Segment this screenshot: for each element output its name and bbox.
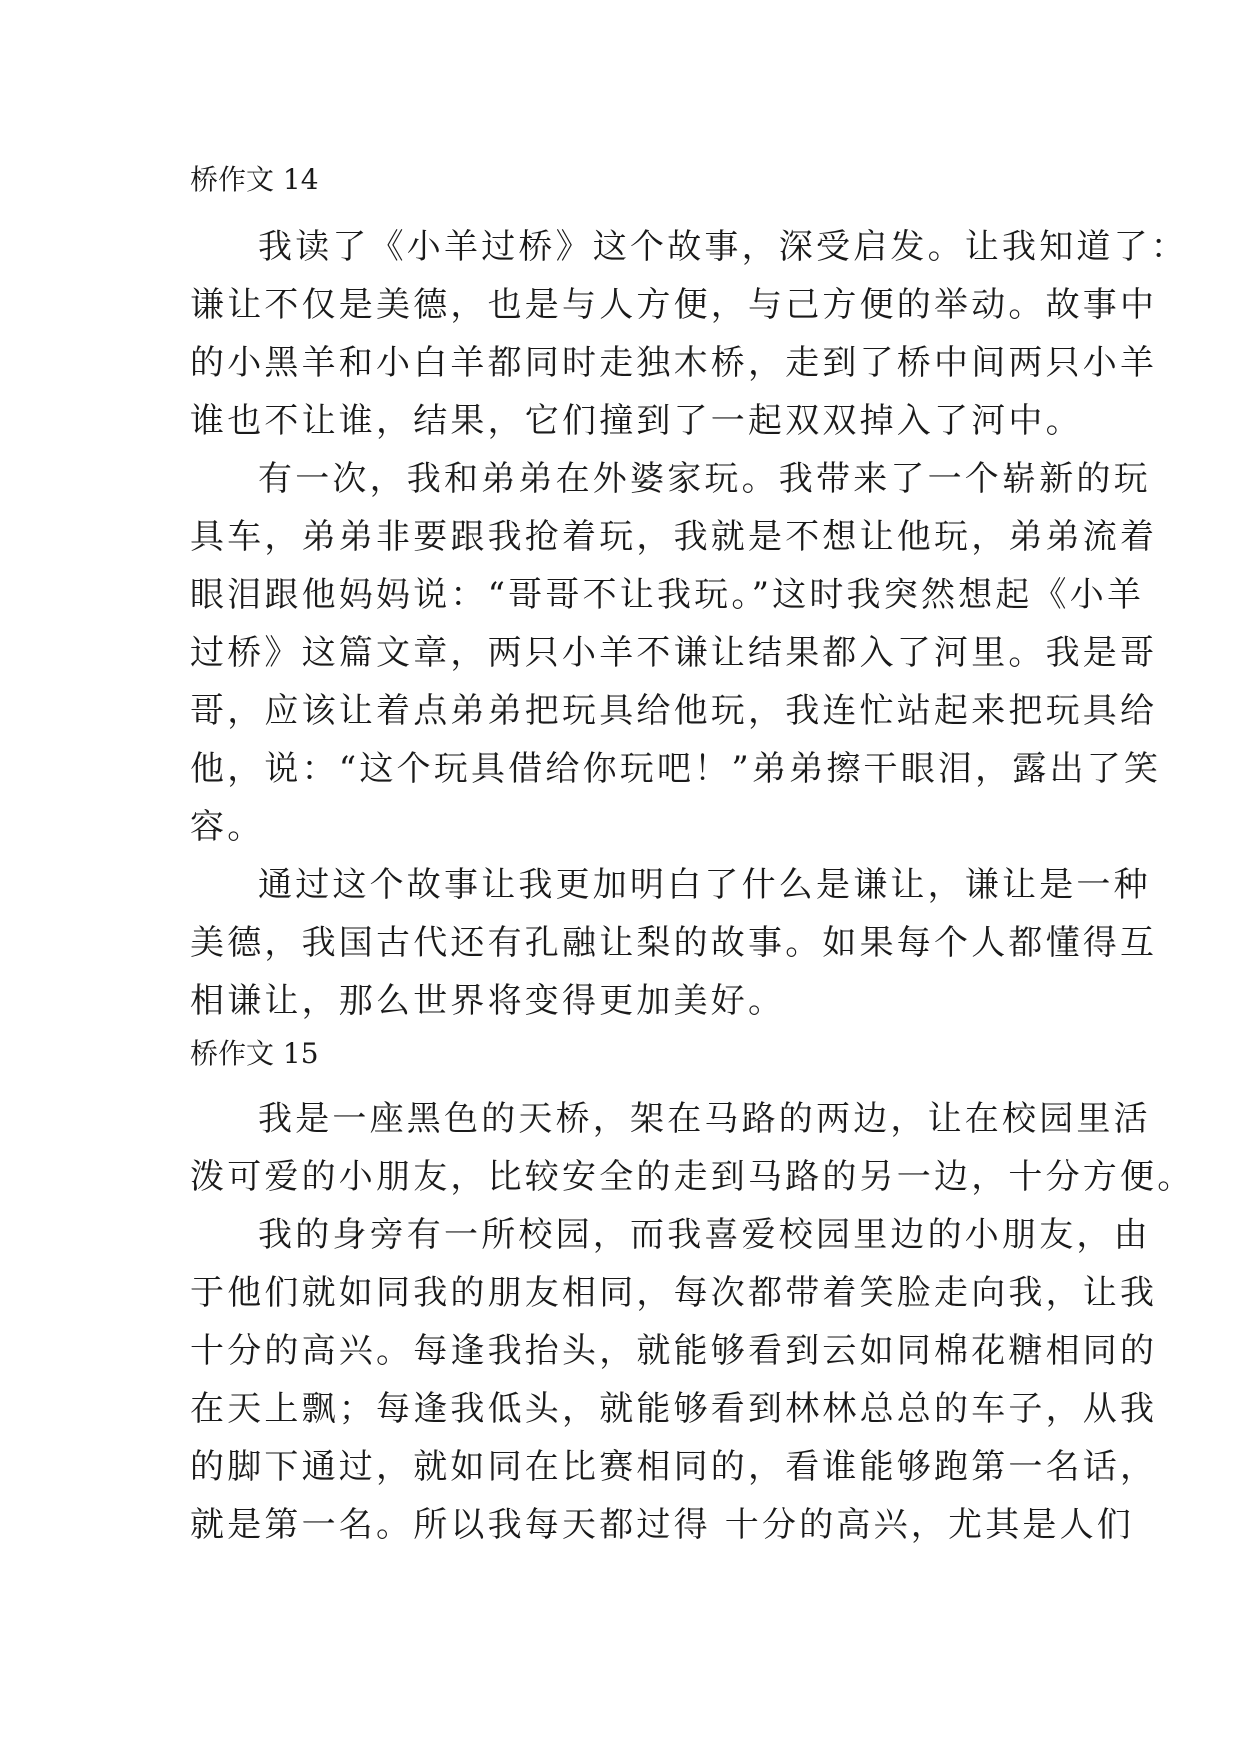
text-line: 有一次，我和弟弟在外婆家玩。我带来了一个崭新的玩 (258, 459, 1151, 499)
text-line: 我的身旁有一所校园，而我喜爱校园里边的小朋友，由 (258, 1215, 1151, 1255)
text-line: 十分的高兴。每逢我抬头，就能够看到云如同棉花糖相同的 (190, 1331, 1158, 1371)
text-line: 于他们就如同我的朋友相同，每次都带着笑脸走向我，让我 (190, 1273, 1158, 1313)
paragraph (190, 218, 1188, 450)
text-line: 谦让不仅是美德，也是与人方便，与己方便的举动。故事中 (190, 285, 1158, 325)
text-line: 他，说：“这个玩具借给你玩吧！”弟弟擦干眼泪，露出了笑 (190, 749, 1162, 789)
text-line: 容。 (190, 807, 265, 847)
paragraph (190, 1090, 1195, 1206)
paragraph (190, 856, 1158, 1030)
text-line: 相谦让，那么世界将变得更加美好。 (190, 981, 786, 1021)
paragraph (190, 1206, 1158, 1554)
text-line: 美德，我国古代还有孔融让梨的故事。如果每个人都懂得互 (190, 923, 1158, 963)
text-line: 眼泪跟他妈妈说：“哥哥不让我玩。”这时我突然想起《小羊 (190, 575, 1145, 615)
text-line: 通过这个故事让我更加明白了什么是谦让，谦让是一种 (258, 865, 1151, 905)
text-line: 的脚下通过，就如同在比赛相同的，看谁能够跑第一名话， (190, 1447, 1158, 1487)
section-title: 桥作文 15 (190, 1037, 319, 1070)
text-line: 在天上飘；每逢我低头，就能够看到林林总总的车子，从我 (190, 1389, 1158, 1429)
text-line: 就是第一名。所以我每天都过得 十分的高兴，尤其是人们 (190, 1505, 1135, 1545)
section-title: 桥作文 14 (190, 163, 319, 196)
document-page (190, 160, 1195, 1554)
text-line: 的小黑羊和小白羊都同时走独木桥，走到了桥中间两只小羊 (190, 343, 1158, 383)
text-line: 我是一座黑色的天桥，架在马路的两边，让在校园里活 (258, 1099, 1151, 1139)
text-line: 谁也不让谁，结果，它们撞到了一起双双掉入了河中。 (190, 401, 1083, 441)
paragraph (190, 450, 1162, 856)
text-line: 过桥》这篇文章，两只小羊不谦让结果都入了河里。我是哥 (190, 633, 1158, 673)
text-line: 我读了《小羊过桥》这个故事，深受启发。让我知道了： (258, 227, 1188, 267)
text-line: 泼可爱的小朋友，比较安全的走到马路的另一边，十分方便。 (190, 1157, 1195, 1197)
text-line: 哥，应该让着点弟弟把玩具给他玩，我连忙站起来把玩具给 (190, 691, 1158, 731)
text-line: 具车，弟弟非要跟我抢着玩，我就是不想让他玩，弟弟流着 (190, 517, 1158, 557)
